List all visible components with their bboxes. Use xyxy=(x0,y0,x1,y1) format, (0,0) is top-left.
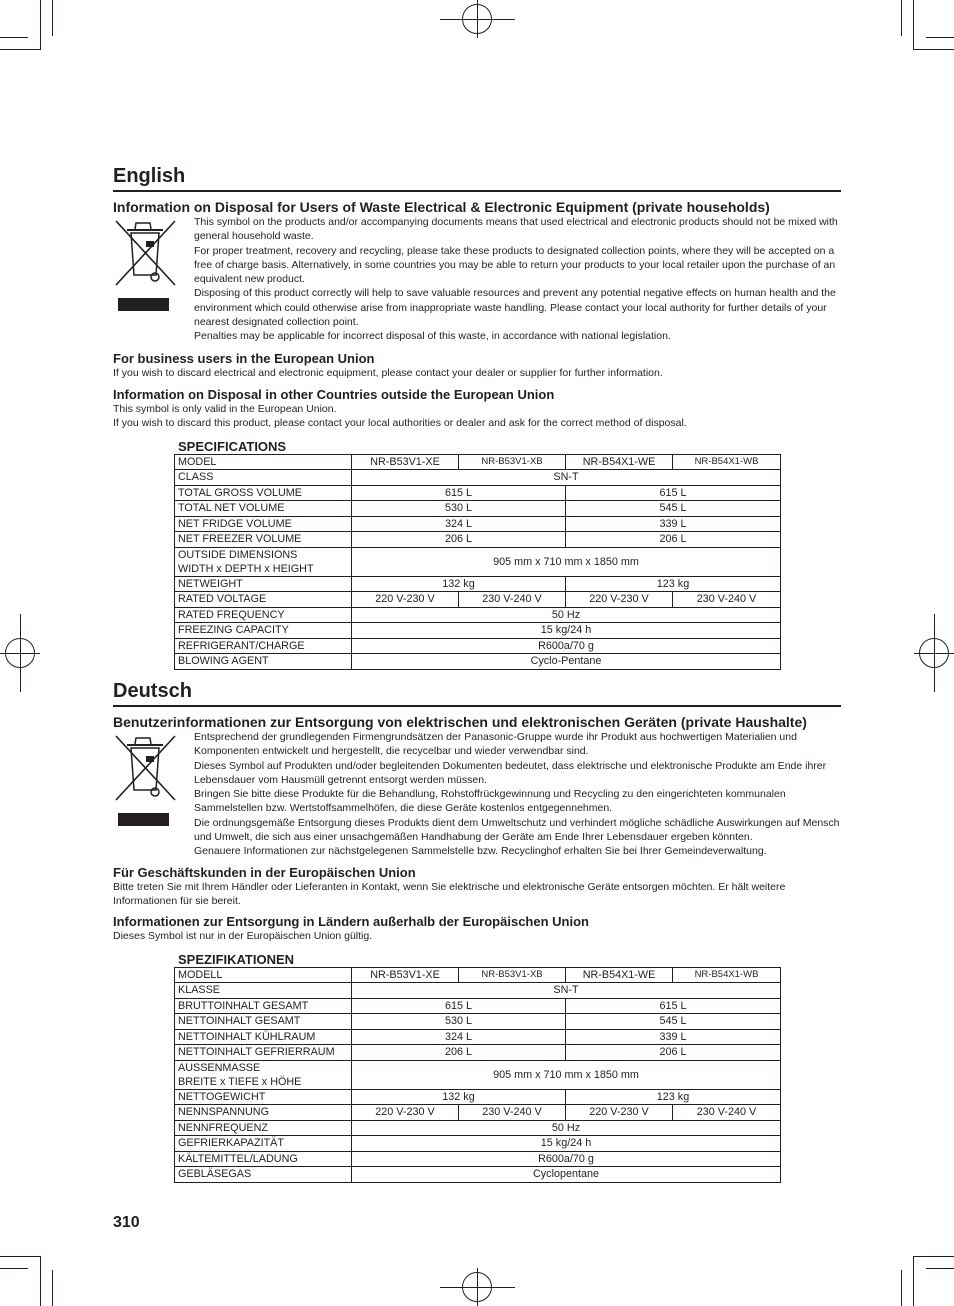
row-label: NETTOINHALT GESAMT xyxy=(175,1014,352,1030)
deutsch-disposal-block xyxy=(113,730,841,859)
model-cell: NR-B54X1-WB xyxy=(673,454,781,470)
deutsch-disposal-text xyxy=(194,730,841,859)
row-label: NET FREEZER VOLUME xyxy=(175,532,352,548)
value-cell: SN-T xyxy=(352,983,781,999)
row-label: BRUTTOINHALT GESAMT xyxy=(175,998,352,1014)
paragraph: Dieses Symbol ist nur in der Europäischen Union gültig. xyxy=(113,930,373,943)
label-line: BREITE x TIEFE x HÖHE xyxy=(178,1075,302,1088)
table-row xyxy=(175,1089,781,1105)
paragraph: This symbol is only valid in the European Union. xyxy=(113,402,337,415)
page-number: 310 xyxy=(113,1214,140,1231)
row-label: GEFRIERKAPAZITÄT xyxy=(175,1136,352,1152)
table-row xyxy=(175,983,781,999)
row-label: BLOWING AGENT xyxy=(175,654,352,670)
weee-bar xyxy=(118,298,169,311)
paragraph: Bringen Sie bitte diese Produkte für die Behandlung, Rohstoffrückgewinnung und Recycling zu den eingerichteten kommunalen Sammelstellen bzw. Wertstoffsammelhöfen, die diese Geräte kostenlos entgegennehmen. xyxy=(194,788,786,815)
table-row xyxy=(175,501,781,517)
row-label: KLASSE xyxy=(175,983,352,999)
label-line: OUTSIDE DIMENSIONS xyxy=(178,548,298,561)
row-label: RATED VOLTAGE xyxy=(175,592,352,608)
english-outside-heading: Information on Disposal in other Countries outside the European Union xyxy=(113,386,555,402)
crossed-bin-icon xyxy=(113,219,183,299)
paragraph: Die ordnungsgemäße Entsorgung dieses Produkts dient dem Umweltschutz und verhindert mögliche schädliche Auswirkungen auf Mensch und Umwelt, die sich aus einer unsachgemäßen Handhabung der Geräte am Ende Ihrer Lebensdauer ergeben könnten. xyxy=(194,816,840,844)
row-label: REFRIGERANT/CHARGE xyxy=(175,638,352,654)
table-row xyxy=(175,1151,781,1167)
value-cell: 339 L xyxy=(566,1029,781,1045)
table-row xyxy=(175,638,781,654)
value-cell: 230 V-240 V xyxy=(459,592,566,608)
deutsch-spec-table xyxy=(174,967,781,1183)
value-cell: SN-T xyxy=(352,470,781,486)
value-cell: 123 kg xyxy=(566,576,781,592)
value-cell: 905 mm x 710 mm x 1850 mm xyxy=(352,547,781,576)
value-cell: 545 L xyxy=(566,501,781,517)
row-label: NETTOGEWICHT xyxy=(175,1089,352,1105)
table-row xyxy=(175,998,781,1014)
paragraph: Dieses Symbol auf Produkten und/oder begleitenden Dokumenten bedeutet, dass elektrische und elektronische Produkte am Ende ihrer Lebensdauer vom Hausmüll getrennt entsorgt werden müssen. xyxy=(194,759,827,786)
row-label: NETTOINHALT GEFRIERRAUM xyxy=(175,1045,352,1061)
english-business-heading: For business users in the European Union xyxy=(113,350,375,366)
row-label: KÄLTEMITTEL/LADUNG xyxy=(175,1151,352,1167)
value-cell: 615 L xyxy=(352,485,566,501)
deutsch-section xyxy=(113,679,841,1183)
value-cell: 50 Hz xyxy=(352,1120,781,1136)
row-label: MODEL xyxy=(175,454,352,470)
table-row xyxy=(175,470,781,486)
value-cell: 132 kg xyxy=(352,1089,566,1105)
table-row xyxy=(175,654,781,670)
row-label: CLASS xyxy=(175,470,352,486)
paragraph: This symbol on the products and/or accompanying documents means that used electrical and electronic products should not be mixed with general household waste. xyxy=(194,216,838,243)
row-label xyxy=(175,1060,352,1089)
value-cell: 15 kg/24 h xyxy=(352,623,781,639)
value-cell: 615 L xyxy=(352,998,566,1014)
paragraph: Penalties may be applicable for incorrect disposal of this waste, in accordance with national legislation. xyxy=(194,330,671,343)
table-row xyxy=(175,1060,781,1089)
table-row xyxy=(175,1136,781,1152)
value-cell: 123 kg xyxy=(566,1089,781,1105)
deutsch-outside-heading: Informationen zur Entsorgung in Ländern außerhalb der Europäischen Union xyxy=(113,914,589,930)
row-label: TOTAL NET VOLUME xyxy=(175,501,352,517)
value-cell: R600a/70 g xyxy=(352,1151,781,1167)
table-row xyxy=(175,454,781,470)
deutsch-business-heading: Für Geschäftskunden in der Europäischen Union xyxy=(113,864,416,880)
row-label: NETTOINHALT KÜHLRAUM xyxy=(175,1029,352,1045)
value-cell: 206 L xyxy=(352,532,566,548)
value-cell: 206 L xyxy=(566,532,781,548)
row-label: MODELL xyxy=(175,967,352,983)
model-cell: NR-B53V1-XE xyxy=(352,967,459,983)
value-cell: 615 L xyxy=(566,485,781,501)
value-cell: 230 V-240 V xyxy=(673,592,781,608)
value-cell: 220 V-230 V xyxy=(566,592,673,608)
paragraph: If you wish to discard this product, please contact your local authorities or dealer and ask for the correct method of disposal. xyxy=(113,417,687,430)
table-row xyxy=(175,1120,781,1136)
value-cell: Cyclopentane xyxy=(352,1167,781,1183)
table-row xyxy=(175,516,781,532)
value-cell: 615 L xyxy=(566,998,781,1014)
paragraph: Entsprechend der grundlegenden Firmengrundsätzen der Panasonic-Gruppe wurde ihr Produkt aus hochwertigen Materialien und Komponenten entwickelt und hergestellt, die recycelbar und wieder verwendbar sind. xyxy=(194,731,797,758)
deutsch-business-text: Bitte treten Sie mit Ihrem Händler oder Lieferanten in Kontakt, wenn Sie elektrische und elektronische Geräte entsorgen möchten. Er hält weitere Informationen für sie bereit. xyxy=(113,880,786,907)
paragraph: For proper treatment, recovery and recycling, please take these products to designated collection points, where they will be accepted on a free of charge basis. Alternatively, in some countries you may be able to return your products to your local retailer upon the purchase of an equivalent new product. xyxy=(194,244,836,286)
english-disposal-text xyxy=(194,215,841,344)
value-cell: 530 L xyxy=(352,501,566,517)
table-row xyxy=(175,967,781,983)
english-spec-table xyxy=(174,454,781,670)
model-cell: NR-B53V1-XB xyxy=(459,967,566,983)
row-label: FREEZING CAPACITY xyxy=(175,623,352,639)
value-cell: 220 V-230 V xyxy=(352,1105,459,1121)
value-cell: 230 V-240 V xyxy=(673,1105,781,1121)
paragraph: Disposing of this product correctly will help to save valuable resources and prevent any potential negative effects on human health and the environment which could otherwise arise from inappropriate waste handling. Please contact your local authority for further details of your nearest designated collection point. xyxy=(194,287,836,329)
value-cell: 15 kg/24 h xyxy=(352,1136,781,1152)
paragraph: Genauere Informationen zur nächstgelegenen Sammelstelle bzw. Recyclinghof erhalten Sie bei Ihrer Gemeindeverwaltung. xyxy=(194,845,767,858)
deutsch-disposal-heading: Benutzerinformationen zur Entsorgung von elektrischen und elektronischen Geräten (private Haushalte) xyxy=(113,714,807,730)
english-spec-title: SPECIFICATIONS xyxy=(178,438,287,454)
value-cell: 545 L xyxy=(566,1014,781,1030)
table-row xyxy=(175,592,781,608)
weee-symbol xyxy=(113,215,194,344)
english-title: English xyxy=(113,164,841,192)
english-disposal-heading: Information on Disposal for Users of Waste Electrical & Electronic Equipment (private households) xyxy=(113,199,770,215)
table-row xyxy=(175,607,781,623)
value-cell: 324 L xyxy=(352,1029,566,1045)
table-row xyxy=(175,532,781,548)
value-cell: 206 L xyxy=(566,1045,781,1061)
weee-symbol xyxy=(113,730,194,859)
row-label xyxy=(175,547,352,576)
label-line: AUSSENMASSE xyxy=(178,1061,261,1074)
value-cell: 50 Hz xyxy=(352,607,781,623)
value-cell: 530 L xyxy=(352,1014,566,1030)
deutsch-spec-title: SPEZIFIKATIONEN xyxy=(178,951,295,967)
weee-bar xyxy=(118,813,169,826)
table-row xyxy=(175,1045,781,1061)
deutsch-title: Deutsch xyxy=(113,679,841,707)
value-cell: 206 L xyxy=(352,1045,566,1061)
table-row xyxy=(175,1105,781,1121)
row-label: NETWEIGHT xyxy=(175,576,352,592)
english-business-text: If you wish to discard electrical and electronic equipment, please contact your dealer or supplier for further information. xyxy=(113,366,663,379)
value-cell: 220 V-230 V xyxy=(352,592,459,608)
value-cell: 324 L xyxy=(352,516,566,532)
row-label: NENNSPANNUNG xyxy=(175,1105,352,1121)
model-cell: NR-B54X1-WB xyxy=(673,967,781,983)
table-row xyxy=(175,623,781,639)
value-cell: R600a/70 g xyxy=(352,638,781,654)
value-cell: 339 L xyxy=(566,516,781,532)
model-cell: NR-B53V1-XB xyxy=(459,454,566,470)
value-cell: 220 V-230 V xyxy=(566,1105,673,1121)
model-cell: NR-B53V1-XE xyxy=(352,454,459,470)
model-cell: NR-B54X1-WE xyxy=(566,454,673,470)
row-label: NENNFREQUENZ xyxy=(175,1120,352,1136)
table-row xyxy=(175,1167,781,1183)
label-line: WIDTH x DEPTH x HEIGHT xyxy=(178,562,314,575)
table-row xyxy=(175,1029,781,1045)
table-row xyxy=(175,576,781,592)
row-label: TOTAL GROSS VOLUME xyxy=(175,485,352,501)
row-label: GEBLÄSEGAS xyxy=(175,1167,352,1183)
table-row xyxy=(175,485,781,501)
row-label: RATED FREQUENCY xyxy=(175,607,352,623)
value-cell: 230 V-240 V xyxy=(459,1105,566,1121)
value-cell: 905 mm x 710 mm x 1850 mm xyxy=(352,1060,781,1089)
value-cell: Cyclo-Pentane xyxy=(352,654,781,670)
table-row xyxy=(175,547,781,576)
english-disposal-block xyxy=(113,215,841,344)
model-cell: NR-B54X1-WE xyxy=(566,967,673,983)
table-row xyxy=(175,1014,781,1030)
english-section xyxy=(113,164,841,670)
row-label: NET FRIDGE VOLUME xyxy=(175,516,352,532)
value-cell: 132 kg xyxy=(352,576,566,592)
crossed-bin-icon xyxy=(113,734,183,814)
